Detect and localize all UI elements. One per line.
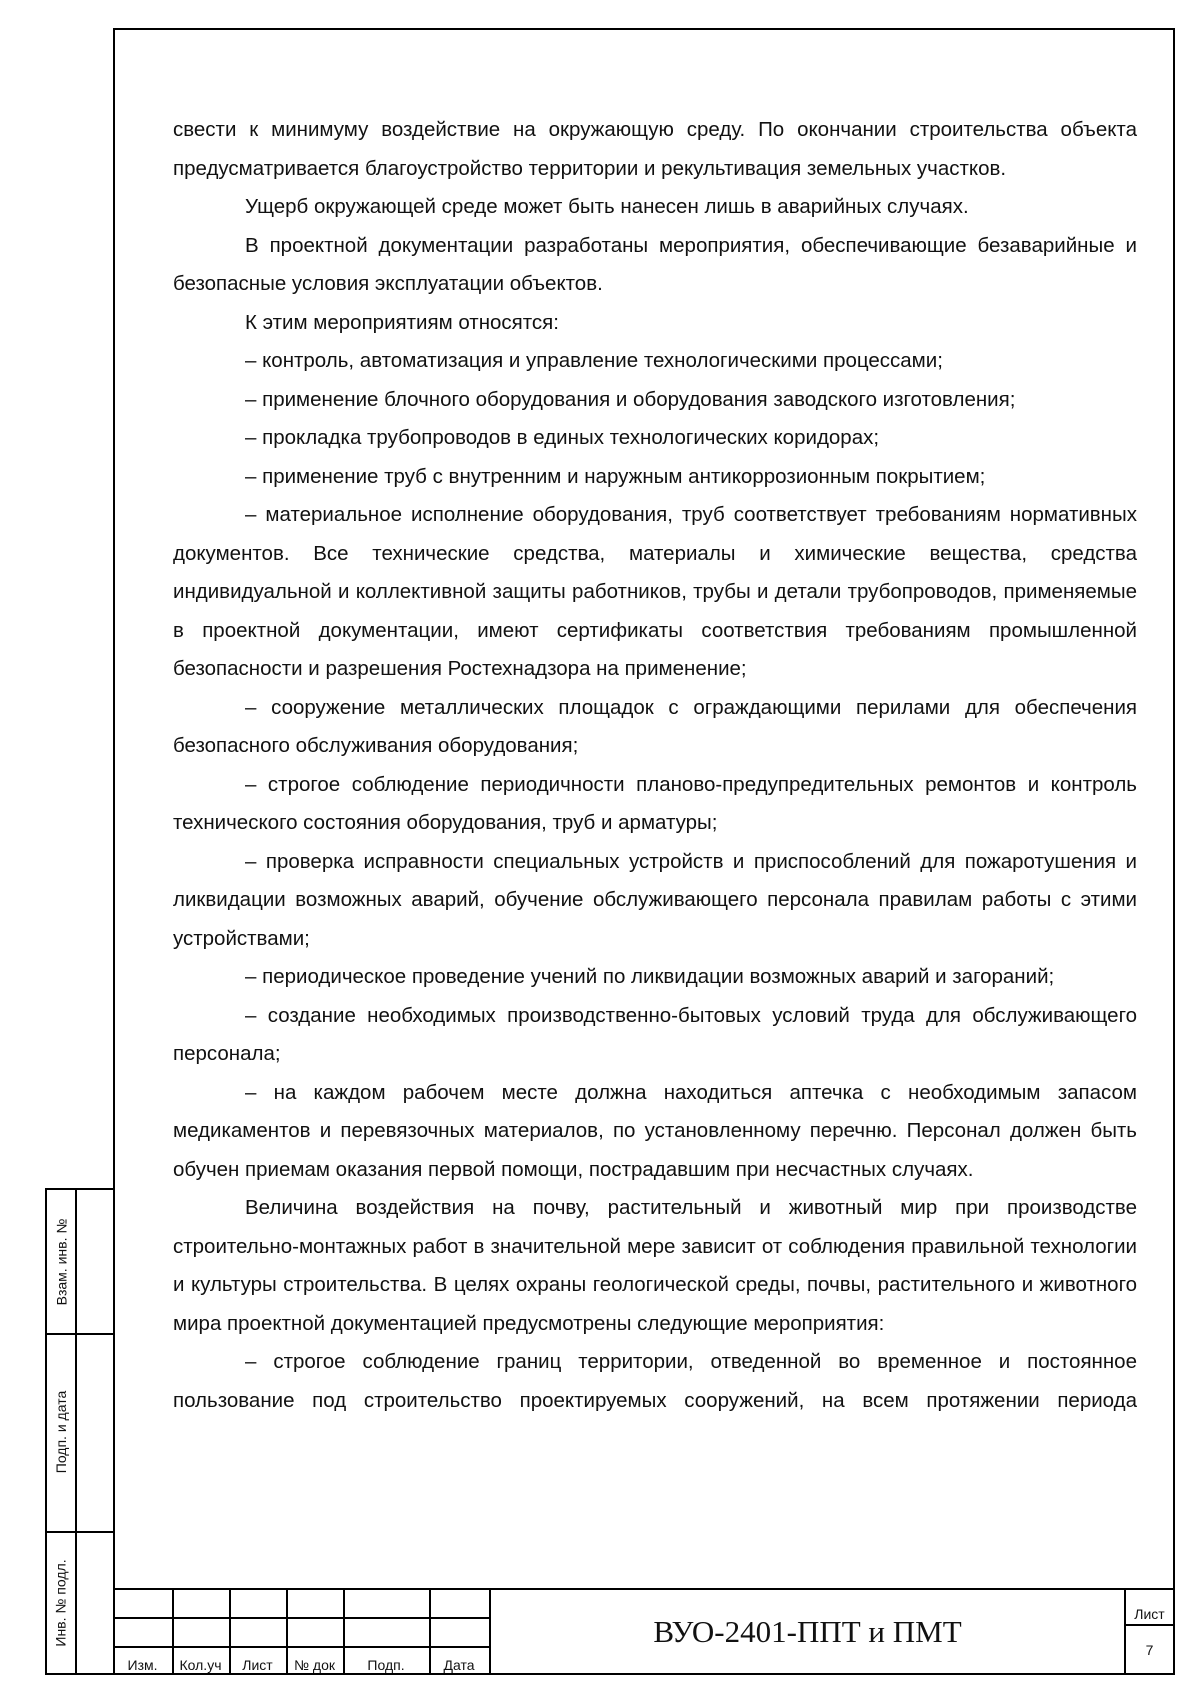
paragraph: В проектной документации разработаны мероприятия, обеспечивающие безаварийные и безопасные условия эксплуатации объектов.: [173, 233, 1137, 295]
title-block-n-dok: № док: [294, 1657, 335, 1673]
list-item: – на каждом рабочем месте должна находиться аптечка с необходимым запасом медикаментов и перевязочных материалов, по установленному перечню. Персонал должен быть обучен приемам оказания первой помощи, пострадавшим при несчастных случаях.: [173, 1080, 1137, 1181]
title-block-line: [1124, 1588, 1126, 1675]
title-block-line: [113, 1617, 491, 1619]
title-block-line: [113, 1646, 491, 1648]
paragraph: Ущерб окружающей среде может быть нанесен лишь в аварийных случаях.: [245, 195, 969, 218]
document-code: ВУО-2401-ППТ и ПМТ: [653, 1613, 962, 1649]
side-stamp-label: Взам. инв. №: [53, 1218, 70, 1305]
title-block-line: [1124, 1624, 1175, 1626]
list-item: – периодическое проведение учений по ликвидации возможных аварий и загораний;: [245, 965, 1055, 988]
list-item: – создание необходимых производственно-бытовых условий труда для обслуживающего персонала;: [173, 1003, 1137, 1065]
list-item: – прокладка трубопроводов в единых технологических коридорах;: [245, 426, 880, 449]
list-item: – контроль, автоматизация и управление технологическими процессами;: [245, 349, 943, 372]
side-stamp-inv-podl: [47, 1531, 75, 1675]
list-item: – проверка исправности специальных устройств и приспособлений для пожаротушения и ликвидации возможных аварий, обучение обслуживающего персонала правилам работы с этими устройствами;: [173, 849, 1137, 950]
paragraph: Величина воздействия на почву, растительный и животный мир при производстве строительно-монтажных работ в значительной мере зависит от соблюдения правильной технологии и культуры строительства. В целях охраны геологической среды, почвы, растительного и животного мира проектной документацией предусмотрены следующие мероприятия:: [173, 1196, 1137, 1335]
title-block-data: Дата: [443, 1657, 475, 1673]
side-stamp: [45, 1188, 115, 1675]
list-item: – применение блочного оборудования и оборудования заводского изготовления;: [245, 387, 1016, 411]
list-item: – применение труб с внутренним и наружным антикоррозионным покрытием;: [245, 464, 986, 488]
title-block-izm: Изм.: [127, 1657, 158, 1673]
side-stamp-podp-data: [47, 1333, 75, 1531]
title-block-podp: Подп.: [367, 1657, 405, 1673]
side-stamp-label: Инв. № подл.: [53, 1559, 69, 1647]
list-item: – материальное исполнение оборудования, труб соответствует требованиям нормативных документов. Все технические средства, материалы и химические вещества, средства индивидуальной и коллективной защиты работников, трубы и детали трубопроводов, применяемые в проектной документации, имеют сертификаты соответствия требованиям промышленной безопасности и разрешения Ростехнадзора на применение;: [173, 503, 1137, 680]
side-stamp-label: Подп. и дата: [53, 1390, 69, 1474]
side-stamp-vzam-inv: [47, 1190, 75, 1333]
paragraph: К этим мероприятиям относятся:: [245, 310, 559, 334]
list-item: – сооружение металлических площадок с ограждающими перилами для обеспечения безопасного обслуживания оборудования;: [173, 695, 1137, 757]
title-block-kol-uch: Кол.уч: [179, 1657, 222, 1673]
sheet-number: 7: [1145, 1642, 1154, 1658]
title-block-list: Лист: [242, 1657, 273, 1673]
side-stamp-divider: [75, 1190, 77, 1673]
document-body: [173, 111, 1137, 1420]
title-block: [113, 1588, 1175, 1675]
list-item: – строгое соблюдение границ территории, отведенной во временное и постоянное пользование под строительство проектируемых сооружений, на всем протяжении периода: [173, 1350, 1137, 1412]
list-item: – строгое соблюдение периодичности планово-предупредительных ремонтов и контроль технического состояния оборудования, труб и арматуры;: [173, 772, 1137, 834]
sheet-label: Лист: [1134, 1606, 1165, 1622]
paragraph: свести к минимуму воздействие на окружающую среду. По окончании строительства объекта предусматривается благоустройство территории и рекультивация земельных участков.: [173, 118, 1137, 180]
